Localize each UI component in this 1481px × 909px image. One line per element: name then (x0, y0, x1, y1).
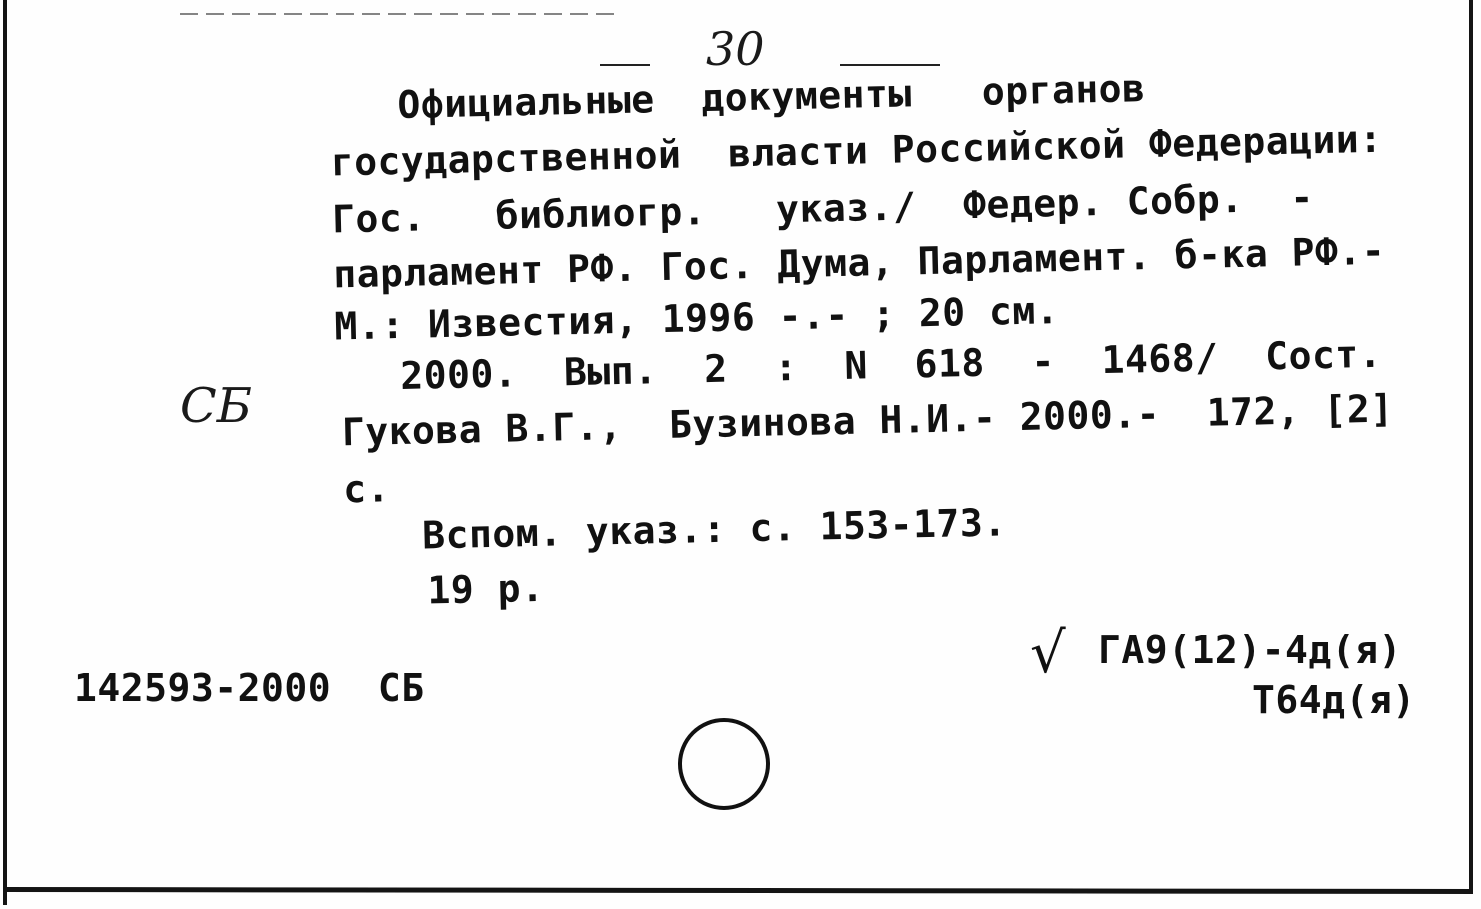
inventory-number: 142593-2000 СБ (74, 666, 425, 710)
circle-mark-icon (678, 718, 770, 810)
record-line-4: парламент РФ. Гос. Дума, Парламент. б-ка РФ.- (332, 228, 1386, 297)
handwritten-siglum: СБ (180, 378, 252, 434)
index-note: Вспом. указ.: с. 153-173. (421, 500, 1008, 558)
price: 19 р. (427, 565, 545, 613)
page-number-dash-right (840, 64, 940, 66)
volume-line-1: 2000. Вып. 2 : N 618 - 1468/ Сост. (353, 331, 1383, 400)
card-bottom-edge (3, 887, 1473, 894)
record-line-5: М.: Известия, 1996 -.- ; 20 см. (333, 288, 1060, 349)
page-number-dash-left (600, 64, 650, 66)
record-line-3: Гос. библиогр. указ./ Федер. Собр. - (331, 175, 1315, 242)
classification-code-2: Т64д(я) (1252, 678, 1416, 722)
card-left-edge (3, 0, 7, 905)
record-line-2: государственной власти Российской Федерации: (330, 116, 1384, 185)
page-number: 30 (706, 22, 765, 76)
checkmark-icon: √ (1030, 621, 1066, 686)
card-right-edge (1469, 0, 1473, 892)
classification-code-1: ГА9(12)-4д(я) (1098, 628, 1402, 672)
record-line-1: Официальные документы органов (396, 66, 1146, 128)
volume-line-3: с. (342, 466, 391, 512)
card-top-edge (180, 13, 620, 15)
volume-line-2: Гукова В.Г., Бузинова Н.И.- 2000.- 172, [2] (341, 386, 1395, 455)
